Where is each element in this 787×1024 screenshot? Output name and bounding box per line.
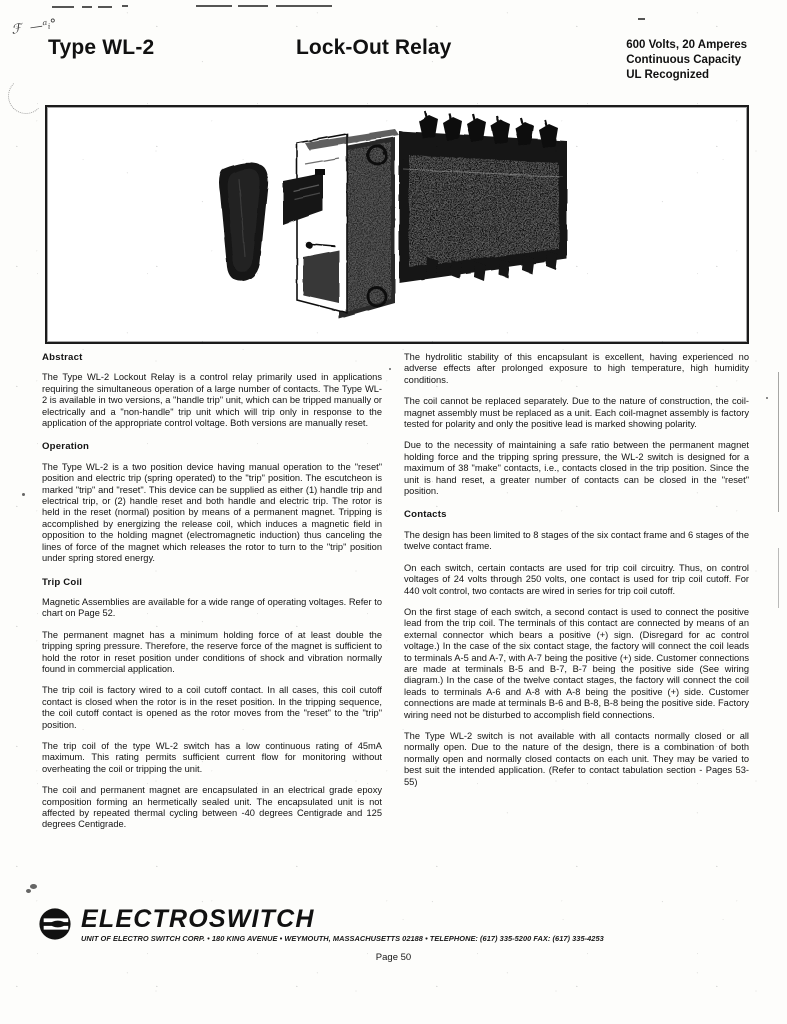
spec-block	[626, 38, 747, 83]
brand-lockup	[36, 906, 604, 943]
product-photo-frame	[45, 105, 749, 344]
scan-artifact-dash	[238, 5, 268, 7]
scan-artifact-dash	[52, 6, 74, 8]
product-photo-relay	[47, 107, 747, 342]
scan-speck	[26, 889, 31, 893]
scan-speck	[389, 368, 391, 370]
paragraph-operation: The Type WL-2 is a two position device having manual operation to the "reset" position and electric trip (spring operated) to the "trip" position. The escutcheon is marked "trip" and "reset". This device can be supplied as either (1) handle trip and electrical trip, or (2) handle reset and both handle and electric trip. The rotor is held in the reset (normal) position by means of a permanent magnet. Tripping is accomplished by energizing the release coil, which induces a magnetic field in opposition to the holding magnet (electromagnetic induction) thus canceling the lines of force of the magnet which releases the rotor to turn to the "trip" position under spring stored energy.	[42, 461, 382, 564]
scan-speck	[766, 397, 768, 399]
spec-ul-recognized: UL Recognized	[626, 69, 710, 81]
scan-speck	[30, 884, 37, 889]
heading-contacts: Contacts	[404, 509, 447, 521]
handwritten-annotation: ℱ —ᵃᵢ°	[10, 16, 58, 38]
body-column-right	[404, 352, 749, 788]
spec-capacity: Continuous Capacity	[626, 54, 742, 66]
heading-trip-coil: Trip Coil	[42, 576, 83, 588]
scan-artifact-dash	[276, 5, 332, 7]
body-column-left	[42, 352, 382, 831]
page-title: Lock-Out Relay	[296, 36, 452, 59]
paragraph-coil-replacement: The coil cannot be replaced separately. Due to the nature of construction, the coil-magnet assembly must be replaced as a unit. Each coil-magnet assembly is factory tested for polarity and only the positive lead is marked showing polarity.	[404, 396, 749, 430]
page-number: Page 50	[375, 952, 412, 963]
paragraph-contacts-2: On each switch, certain contacts are used for trip coil circuitry. Thus, on control voltages of 24 volts through 250 volts, one contact is used for trip coil cutoff. For 440 volt control, two contacts are wired in series for trip coil cutoff.	[404, 562, 749, 596]
paragraph-trip-coil-1: Magnetic Assemblies are available for a wide range of operating voltages. Refer to chart on Page 52.	[42, 596, 382, 619]
document-footer	[0, 906, 787, 966]
scan-artifact-dash	[638, 18, 645, 20]
scan-speck	[22, 493, 25, 496]
scan-artifact-line	[778, 372, 779, 512]
scan-artifact-line	[778, 548, 779, 608]
paragraph-contacts-4: The Type WL-2 switch is not available with all contacts normally closed or all normally open. Due to the nature of the design, there is a combination of both normally open and normally closed contacts on each unit. They may be varied to best suit the intended application. (Refer to contact tabulation section - Pages 53-55)	[404, 730, 749, 787]
company-address: UNIT OF ELECTRO SWITCH CORP. • 180 KING AVENUE • WEYMOUTH, MASSACHUSETTS 02188 • TELEPHONE: (617) 335-5200 FAX: (617) 335-4253	[81, 934, 604, 943]
electroswitch-logo-icon	[36, 907, 74, 941]
scan-artifact-dash	[98, 6, 112, 8]
paragraph-contacts-1: The design has been limited to 8 stages of the six contact frame and 6 stages of the twelve contact frame.	[404, 529, 749, 552]
scan-artifact-dash	[82, 6, 92, 8]
scan-artifact-dash	[122, 5, 128, 7]
scan-artifact-dash	[196, 5, 232, 7]
heading-operation: Operation	[42, 441, 90, 453]
paragraph-abstract: The Type WL-2 Lockout Relay is a control relay primarily used in applications requiring the simultaneous operation of a large number of contacts. The Type WL-2 is available in two versions, a "handle trip" unit, which can be tripped manually or electrically and a "non-handle" trip unit which will trip only in response to the application of the appropriate control voltage. Both versions are manually reset.	[42, 372, 382, 429]
spec-voltage-current: 600 Volts, 20 Amperes	[626, 39, 747, 51]
paragraph-trip-coil-4: The trip coil of the type WL-2 switch has a low continuous rating of 45mA maximum. This rating permits sufficient current flow for monitoring without overheating the coil or tripping the unit.	[42, 740, 382, 774]
paragraph-encapsulant-stability: The hydrolitic stability of this encapsulant is excellent, having experienced no adverse effects after prolonged exposure to high temperature, high humidity conditions.	[404, 352, 749, 385]
heading-abstract: Abstract	[42, 352, 83, 363]
paragraph-magnet-ratio: Due to the necessity of maintaining a safe ratio between the permanent magnet holding force and the tripping spring pressure, the WL-2 switch is designed for a maximum of 38 "make" contacts, i.e., contacts closed in the trip position. Since the unit is hand reset, a greater number of contacts can be closed in the "reset" position.	[404, 440, 749, 497]
page-title-type: Type WL-2	[48, 36, 155, 59]
document-header	[0, 36, 787, 98]
brand-name: ELECTROSWITCH	[81, 905, 315, 933]
paragraph-trip-coil-2: The permanent magnet has a minimum holding force of at least double the tripping spring pressure. Therefore, the reserve force of the magnet is sufficient to hold the rotor in reset position under conditions of shock and vibration normally found in commercial application.	[42, 629, 382, 674]
paragraph-contacts-3: On the first stage of each switch, a second contact is used to connect the positive lead from the trip coil. The terminals of this contact are connected by means of an external connector which bears a positive (+) sign. (Disregard for ac control voltage.) In the case of the six contact stage, the factory will connect the coil leads to terminals A-5 and A-7, with A-7 being the positive (+) side. Customer connections are made at terminals B-5 and B-7, B-7 being the positive side (See wiring diagram.) In the case of the twelve contact stages, the factory will connect the coil leads to terminals A-6 and A-8 with A-8 being the positive (+) side. Customer connections are made at terminals B-6 and B-8, B-8 being the positive side. Factory wiring need not be disturbed to accomplish field connections.	[404, 606, 749, 720]
paragraph-trip-coil-5: The coil and permanent magnet are encapsulated in an electrical grade epoxy composition forming an hermetically sealed unit. The encapsulated unit is not affected by repeated thermal cycling between -40 degrees Centigrade and 125 degrees Centigrade.	[42, 785, 382, 830]
paragraph-trip-coil-3: The trip coil is factory wired to a coil cutoff contact. In all cases, this coil cutoff contact is closed when the rotor is in the reset position. In the tripping sequence, the coil cutoff contact is opened as the rotor moves from the "reset" to the "trip" position.	[42, 685, 382, 730]
